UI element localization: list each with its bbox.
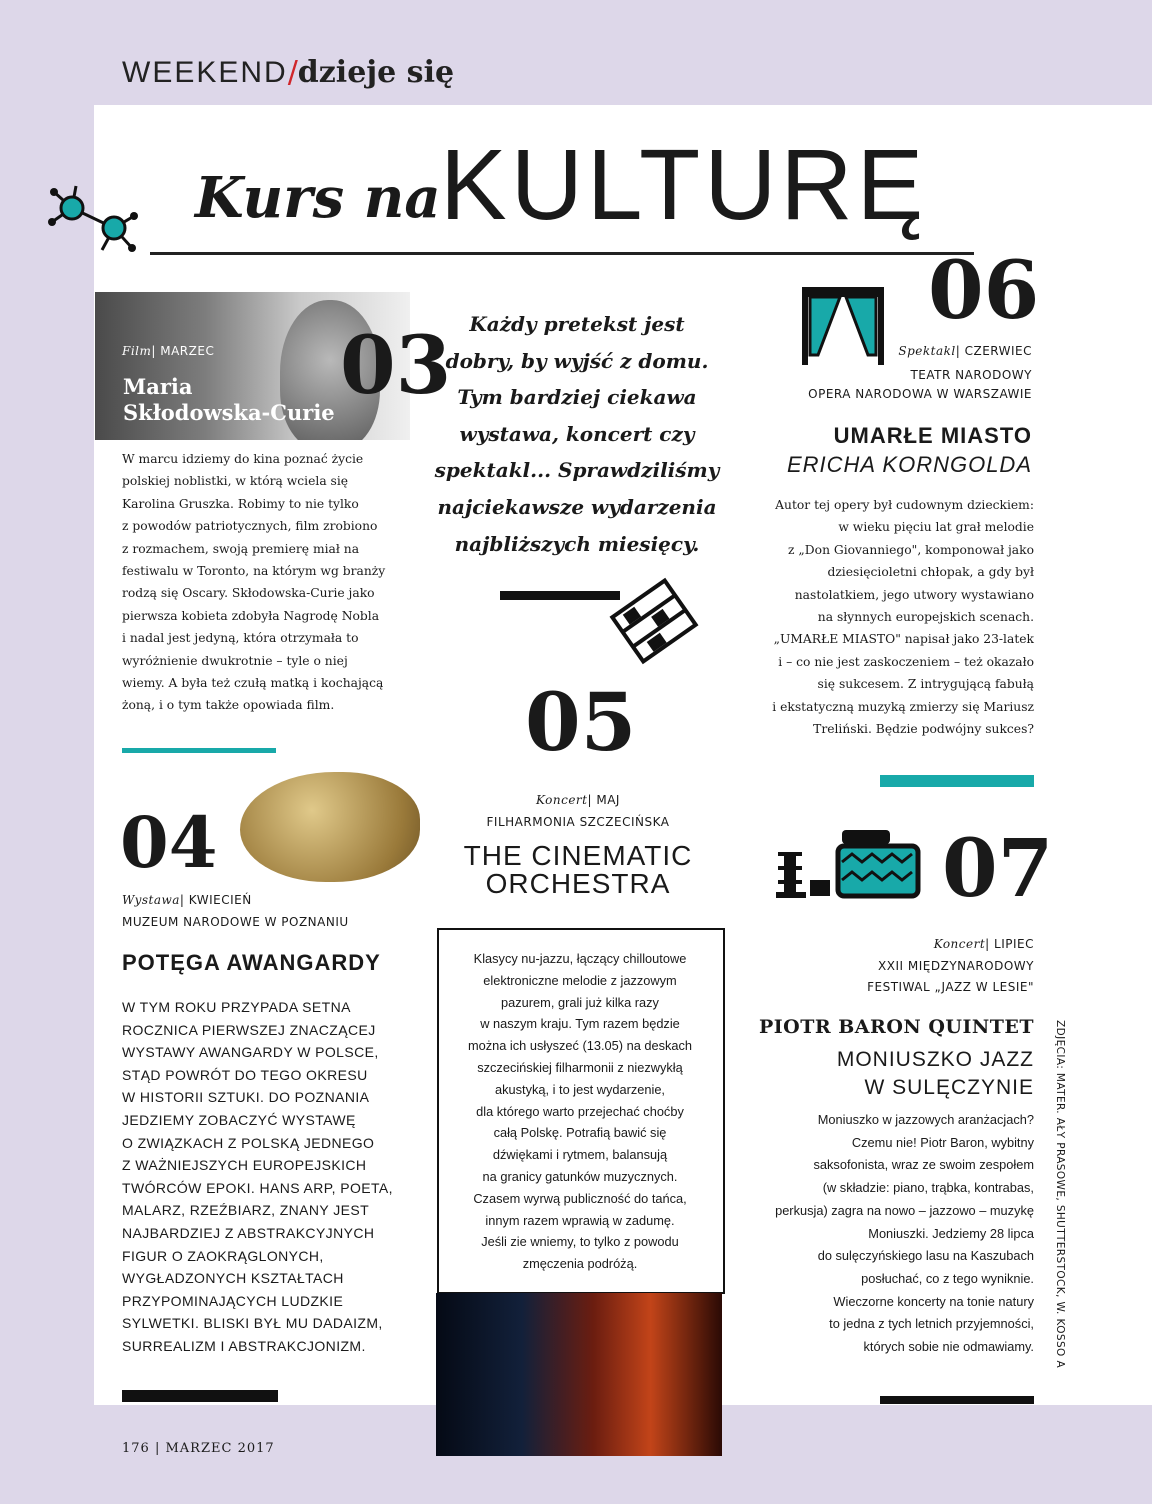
e05-body: Klasycy nu-jazzu, łączący chilloutowe elektroniczne melodie z jazzowym pazurem, grali już kilka razy w naszym kraju. Tym razem będzie można ich usłyszeć (13.05) na deskach szczecińskiej filharmonii z niezwykłą akustyką, i to jest wydarzenie, dla którego warto przejechać choćby całą Polskę. Potrafią bawić się dźwiękami i rytmem, balansują na granicy gatunków muzycznych. Czasem wyrwą publiczność do tańca, innym razem wprawią w zadumę. Jeśli zie wniemy, to tylko z powodu zmęczenia podróżą.: [467, 951, 693, 1272]
band-photo: [436, 1293, 722, 1456]
e07-venue-2: FESTIWAL „JAZZ W LESIE": [867, 980, 1034, 994]
e06-venue-1: TEATR NARODOWY: [910, 368, 1032, 382]
e07-venue-1: XXII MIĘDZYNARODOWY: [878, 959, 1034, 973]
e03-name-last: Skłodowska-Curie: [123, 400, 335, 425]
e04-bar: [122, 1390, 278, 1402]
e05-category: Koncert| MAJ: [536, 793, 620, 807]
arp-sculpture: [240, 772, 420, 882]
e07-body: Moniuszko w jazzowych aranżacjach? Czemu nie! Piotr Baron, wybitny saksofonista, wraz ze swoim zespołem (w składzie: piano, trąbka, kontrabas, perkusja) zagra na nowo – jazzowo – muzykę Moniuszki. Jedziemy 28 lipca do sulęczyńskiego lasu na Kaszubach posłuchać, co z tego wyniknie. Wieczorne koncerty na tonie natury to jedna z tych letnich przyjemności, których sobie nie odmawiamy.: [775, 1112, 1034, 1355]
page-footer: [122, 1441, 275, 1456]
section-weekend: WEEKEND: [122, 56, 288, 89]
ticket-icon: [608, 572, 700, 670]
e07-bar: [880, 1396, 1034, 1404]
e07-category: Koncert| LIPIEC: [933, 937, 1034, 951]
e03-category: Film| MARZEC: [122, 344, 215, 358]
e05-rule: [500, 591, 620, 600]
e04-category: Wystawa| KWIECIEŃ: [122, 893, 252, 907]
section-header: [122, 55, 454, 90]
e03-accent-bar: [122, 748, 276, 753]
title-kulture: KULTURĘ: [440, 129, 928, 241]
photo-credits: ZDJĘCIA: MATER. AŁY PRASOWE, SHUTTERSTOCK, W. KOSSO A: [1054, 1020, 1066, 1369]
title-rule: [150, 252, 974, 255]
footer-month: | MARZEC 2017: [154, 1441, 275, 1456]
e05-venue: FILHARMONIA SZCZECIŃSKA: [486, 815, 670, 829]
e07-subtitle: MONIUSZKO JAZZ W SULĘCZYNIE: [836, 1048, 1034, 1099]
drum-kit-icon: [776, 822, 926, 902]
e06-venue-2: OPERA NARODOWA W WARSZAWIE: [808, 387, 1032, 401]
e06-number: 06: [928, 243, 1040, 337]
e05-number: 05: [525, 675, 637, 769]
e06-title: UMARŁE MIASTO: [833, 423, 1032, 448]
title-kurs-na: Kurs na: [195, 165, 441, 231]
section-dzieje: dzieje się: [297, 55, 455, 90]
e06-accent-bar: [880, 775, 1034, 787]
molecule-icon: [42, 178, 142, 260]
e03-name-first: Maria: [123, 374, 193, 399]
e04-number: 04: [120, 801, 218, 884]
e07-number: 07: [942, 821, 1054, 915]
section-slash: /: [287, 55, 298, 90]
e03-number: 03: [340, 318, 452, 412]
e04-title: POTĘGA AWANGARDY: [122, 950, 381, 975]
e03-body: W marcu idziemy do kina poznać życie polskiej noblistki, w którą wciela się Karolina Gruszka. Robimy to nie tylko z powodów patriotycznych, film zrobiono z rozmachem, swoją premierę miał na festiwalu w Toronto, na którym wg branży rodzą się Oscary. Skłodowska-Curie jako pierwsza kobieta zdobyła Nagrodę Nobla i nadal jest jedyną, która otrzymała to wyróżnienie dwukrotnie – tyle o niej wiemy. A była też czułą matką i kochającą żoną, i o tym także opowiada film.: [122, 452, 386, 713]
e06-body: Autor tej opery był cudownym dzieckiem: w wieku pięciu lat grał melodie z „Don Giovanniego", komponował jako dziesięcioletni chłopak, a gdy był nastolatkiem, jego utwory wystawiano na słynnych europejskich scenach. „UMARŁE MIASTO" napisał jako 23-latek i – co nie jest zaskoczeniem – też okazało się sukcesem. Z intrygującą fabułą i ekstatyczną muzyką zmierzy się Mariusz Treliński. Będzie podwójny sukces?: [772, 498, 1034, 737]
e05-title: THE CINEMATIC ORCHESTRA: [463, 840, 693, 899]
e04-venue: MUZEUM NARODOWE W POZNANIU: [122, 915, 349, 929]
page-number: 176: [122, 1441, 150, 1456]
intro-text: Każdy pretekst jest dobry, by wyjść z domu. Tym bardziej ciekawa wystawa, koncert czy spektakl... Sprawdziliśmy najciekawsze wydarzenia najbliższych miesięcy.: [434, 312, 720, 556]
e04-body: W TYM ROKU PRZYPADA SETNA ROCZNICA PIERWSZEJ ZNACZĄCEJ WYSTAWY AWANGARDY W POLSCE, STĄD POWRÓT DO TEGO OKRESU W HISTORII SZTUKI. DO POZNANIA JEDZIEMY ZOBACZYĆ WYSTAWĘ O ZWIĄZKACH Z POLSKĄ JEDNEGO Z WAŻNIEJSZYCH EUROPEJSKICH TWÓRCÓW EPOKI. HANS ARP, POETA, MALARZ, RZEŹBIARZ, ZNANY JEST NAJBARDZIEJ Z ABSTRAKCYJNYCH FIGUR O ZAOKRĄGLONYCH, WYGŁADZONYCH KSZTAŁTACH PRZYPOMINAJĄCYCH LUDZKIE SYLWETKI. BLISKI BYŁ MU DADAIZM, SURREALIZM I ABSTRAKCJONIZM.: [122, 999, 393, 1354]
e06-subtitle: ERICHA KORNGOLDA: [786, 452, 1032, 477]
e06-category: Spektakl| CZERWIEC: [898, 344, 1032, 358]
e07-title: PIOTR BARON QUINTET: [758, 1016, 1034, 1038]
